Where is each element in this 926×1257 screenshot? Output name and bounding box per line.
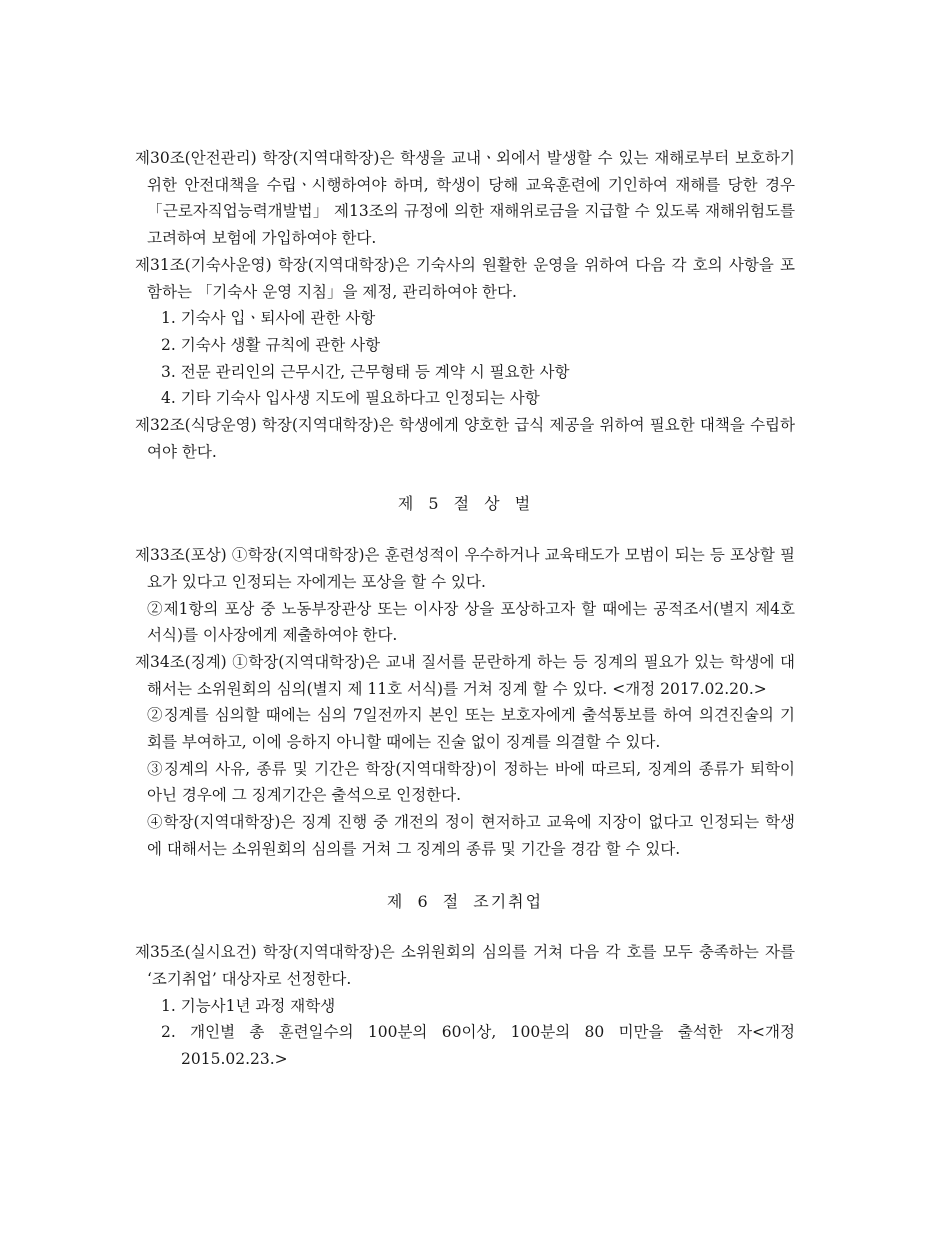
article-31-item-3: 3. 전문 관리인의 근무시간, 근무형태 등 계약 시 필요한 사항	[161, 362, 570, 381]
article-34: 제34조(징계) ①학장(지역대학장)은 교내 질서를 문란하게 하는 등 징계의 필요가 있는 학생에 대해서는 소위원회의 심의(별지 제 11호 서식)를 거쳐 징계 할 수 있다. <개정 2017.02.20.>	[135, 652, 795, 698]
article-31-item-1: 1. 기숙사 입ㆍ퇴사에 관한 사항	[161, 309, 376, 328]
article-34-paragraph-2: ②징계를 심의할 때에는 심의 7일전까지 본인 또는 보호자에게 출석통보를 하여 의견진술의 기회를 부여하고, 이에 응하지 아니할 때에는 진술 없이 징계를 의결할 수 있다.	[147, 706, 795, 752]
article-30: 제30조(안전관리) 학장(지역대학장)은 학생을 교내ㆍ외에서 발생할 수 있는 재해로부터 보호하기 위한 안전대책을 수립ㆍ시행하여야 하며, 학생이 당해 교육훈련에 기인하여 재해를 당한 경우 「근로자직업능력개발법」 제13조의 규정에 의한 재해위로금을 지급할 수 있도록 재해위험도를 고려하여 보험에 가입하여야 한다.	[135, 149, 795, 248]
section-heading-5: 제 5 절 상 벌	[397, 494, 533, 514]
section-heading-6: 제 6 절 조기취업	[386, 891, 544, 911]
article-31-item-4: 4. 기타 기숙사 입사생 지도에 필요하다고 인정되는 사항	[161, 389, 540, 408]
article-34-paragraph-3: ③징계의 사유, 종류 및 기간은 학장(지역대학장)이 정하는 바에 따르되, 징계의 종류가 퇴학이 아닌 경우에 그 징계기간은 출석으로 인정한다.	[147, 759, 795, 805]
article-31: 제31조(기숙사운영) 학장(지역대학장)은 기숙사의 원활한 운영을 위하여 다음 각 호의 사항을 포함하는 「기숙사 운영 지침」을 제정, 관리하여야 한다.	[135, 255, 795, 301]
document-page	[135, 145, 795, 1073]
article-33: 제33조(포상) ①학장(지역대학장)은 훈련성적이 우수하거나 교육태도가 모범이 되는 등 포상할 필요가 있다고 인정되는 자에게는 포상을 할 수 있다.	[135, 546, 795, 591]
article-34-paragraph-4: ④학장(지역대학장)은 징계 진행 중 개전의 정이 현저하고 교육에 지장이 없다고 인정되는 학생에 대해서는 소위원회의 심의를 거쳐 그 징계의 종류 및 기간을 경감 할 수 있다.	[147, 813, 795, 858]
article-32: 제32조(식당운영) 학장(지역대학장)은 학생에게 양호한 급식 제공을 위하여 필요한 대책을 수립하여야 한다.	[135, 416, 795, 461]
article-35: 제35조(실시요건) 학장(지역대학장)은 소위원회의 심의를 거쳐 다음 각 호를 모두 충족하는 자를 ‘조기취업’ 대상자로 선정한다.	[135, 943, 795, 988]
article-33-paragraph-2: ②제1항의 포상 중 노동부장관상 또는 이사장 상을 포상하고자 할 때에는 공적조서(별지 제4호 서식)를 이사장에게 제출하여야 한다.	[147, 599, 795, 645]
article-31-item-2: 2. 기숙사 생활 규칙에 관한 사항	[161, 335, 381, 354]
article-35-item-2: 2. 개인별 총 훈련일수의 100분의 60이상, 100분의 80 미만을 출석한 자<개정 2015.02.23.>	[161, 1023, 795, 1069]
article-35-item-1: 1. 기능사1년 과정 재학생	[161, 996, 336, 1015]
